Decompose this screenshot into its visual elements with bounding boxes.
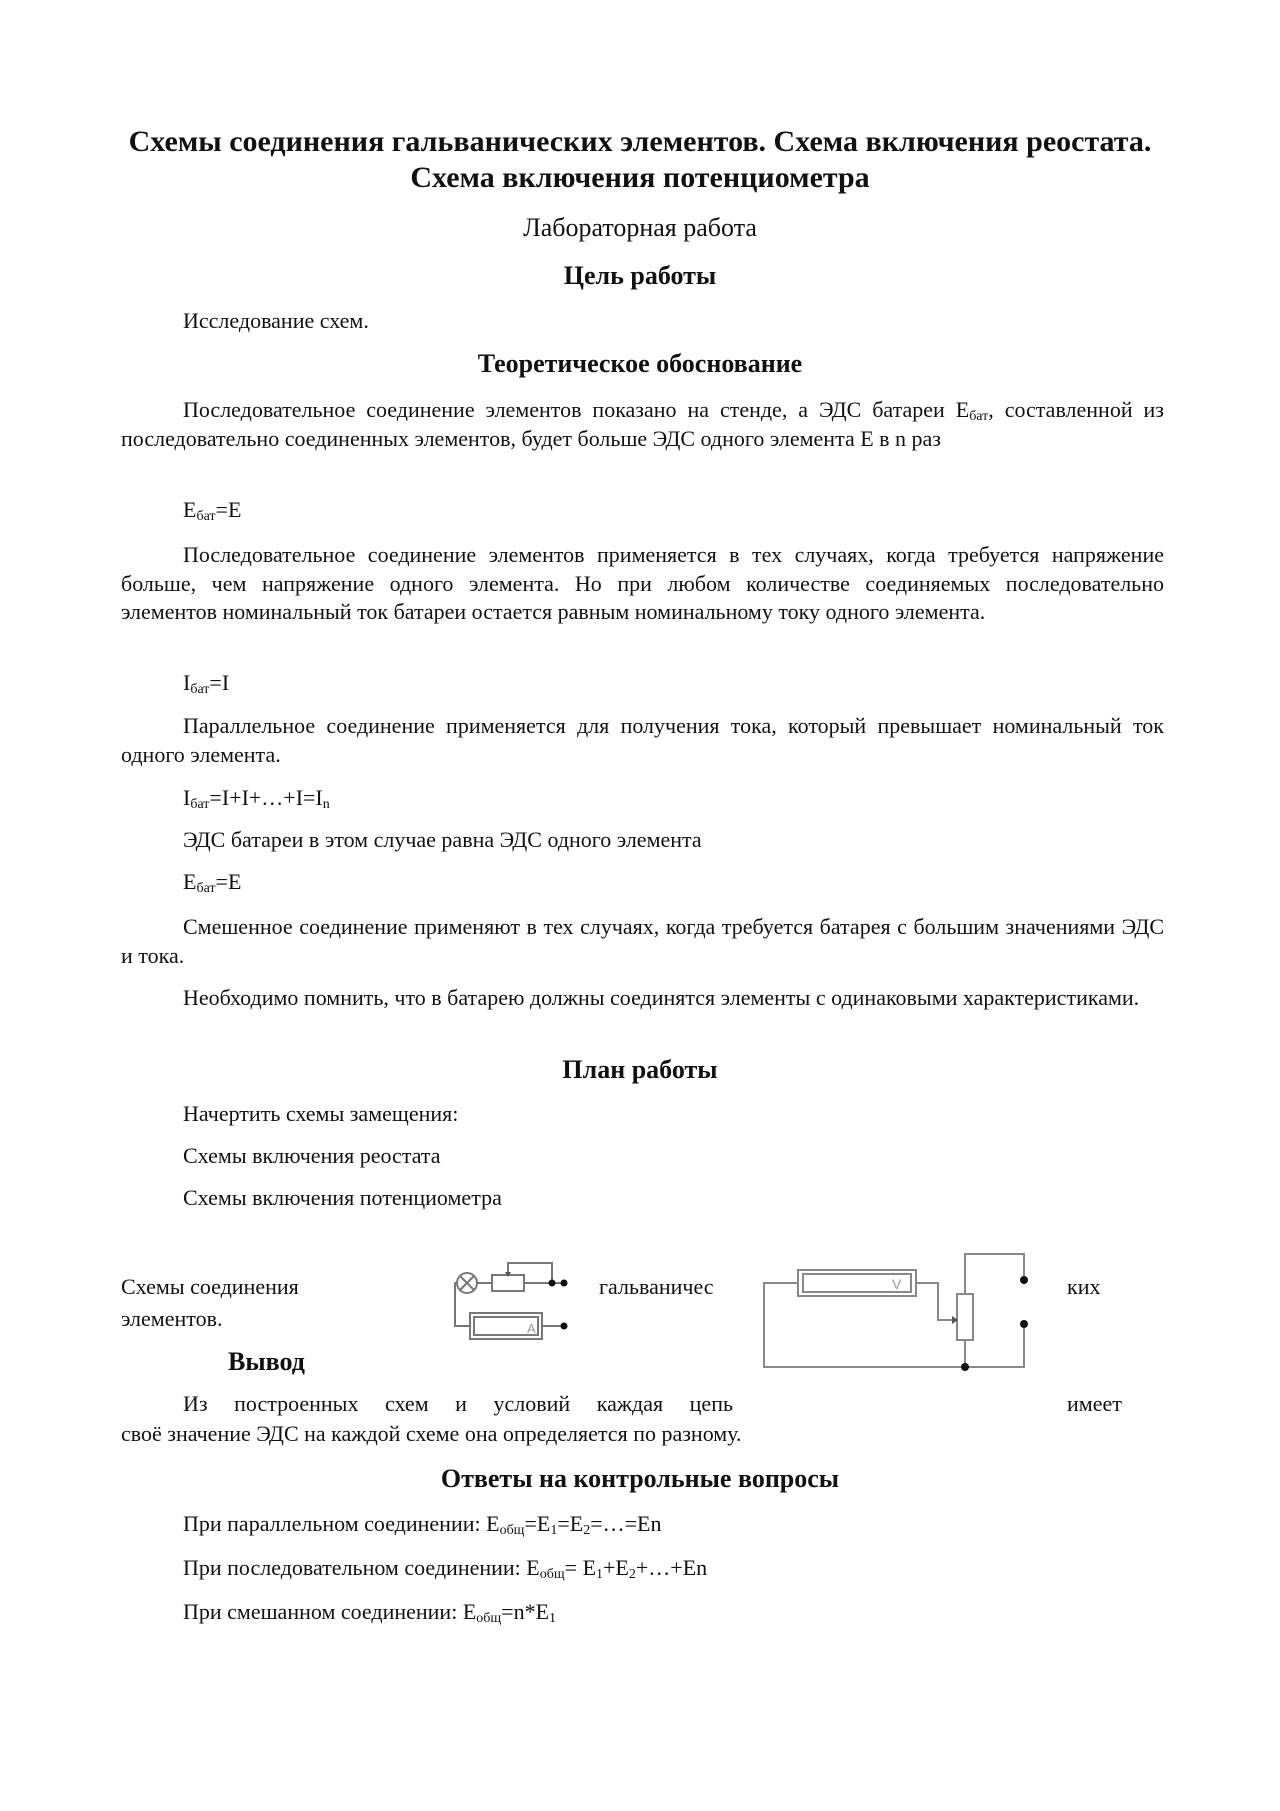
figure-row-text-middle: гальваничес (599, 1274, 714, 1299)
goal-text: Исследование схем. (183, 308, 369, 333)
formula-e-parallel: $E_{бат}=E$ (183, 869, 242, 896)
answer-parallel: При параллельном соединении: $E_{общ}=E_1=E_2=\dots=En$ (183, 1511, 662, 1538)
document-title: Схемы соединения гальванических элементов. Схема включения реостата. Схема включения потенциометра (128, 125, 1152, 194)
theory-paragraph-3: Параллельное соединение применяется для получения тока, который превышает номинальный ток одного элемента. (121, 713, 1164, 767)
figure-row-text-right: ких (1067, 1274, 1101, 1299)
potentiometer-icon (957, 1294, 973, 1340)
rheostat-icon (492, 1275, 524, 1291)
plan-item: Схемы включения потенциометра (183, 1185, 502, 1210)
formula-e-bat: $E_{бат}=E$ (183, 497, 242, 524)
conclusion-line-1-end: имеет (1067, 1391, 1122, 1416)
heading-goal: Цель работы (563, 261, 717, 290)
heading-plan: План работы (562, 1055, 718, 1084)
answer-mixed: При смешанном соединении: $E_{общ}=n*E_1$ (183, 1599, 557, 1626)
rheostat-circuit-diagram (452, 1258, 580, 1354)
plan-item: Начертить схемы замещения: (183, 1101, 459, 1126)
figure-row-text-left-2: элементов. (121, 1306, 223, 1331)
conclusion-line-2: своё значение ЭДС на каждой схеме она определяется по разному. (121, 1421, 742, 1446)
figure-row-text-left: Схемы соединения (121, 1274, 299, 1299)
potentiometer-circuit-diagram (762, 1252, 1036, 1376)
svg-text:V: V (892, 1276, 902, 1292)
plan-item: Схемы включения реостата (183, 1143, 441, 1168)
formula-i-parallel: $I_{бат}=I+I+\dots+I=I_n$ (183, 785, 330, 812)
heading-theory: Теоретическое обоснование (477, 349, 803, 378)
formula-i-bat: $I_{бат}=I$ (183, 670, 230, 697)
svg-text:A: A (527, 1321, 536, 1336)
theory-paragraph-5: Смешенное соединение применяют в тех случаях, когда требуется батарея с большим значениями ЭДС и тока. (121, 914, 1164, 968)
heading-answers: Ответы на контрольные вопросы (440, 1464, 840, 1493)
theory-paragraph-6: Необходимо помнить, что в батарею должны соединятся элементы с одинаковыми характеристиками. (183, 985, 1140, 1010)
heading-conclusion: Вывод (228, 1347, 305, 1376)
theory-paragraph-4: ЭДС батареи в этом случае равна ЭДС одного элемента (183, 827, 702, 852)
theory-paragraph-2: Последовательное соединение элементов применяется в тех случаях, когда требуется напряжение больше, чем напряжение одного элемента. Но при любом количестве соединяемых последовательно элементов номинальный ток батареи остается равным номинальному току одного элемента. (121, 542, 1164, 624)
conclusion-line-1: Из построенных схем и условий каждая цепь (183, 1391, 733, 1416)
answer-series: При последовательном соединении: $E_{общ}=$ $E_1+E_2+\dots+En$ (183, 1555, 708, 1582)
theory-paragraph-1: Последовательное соединение элементов показано на стенде, а ЭДС батареи $E_{бат}$, составленной из последовательно соединенных элементов, будет больше ЭДС одного элемента E в n раз (121, 397, 1164, 451)
document-subtitle: Лабораторная работа (523, 213, 757, 242)
